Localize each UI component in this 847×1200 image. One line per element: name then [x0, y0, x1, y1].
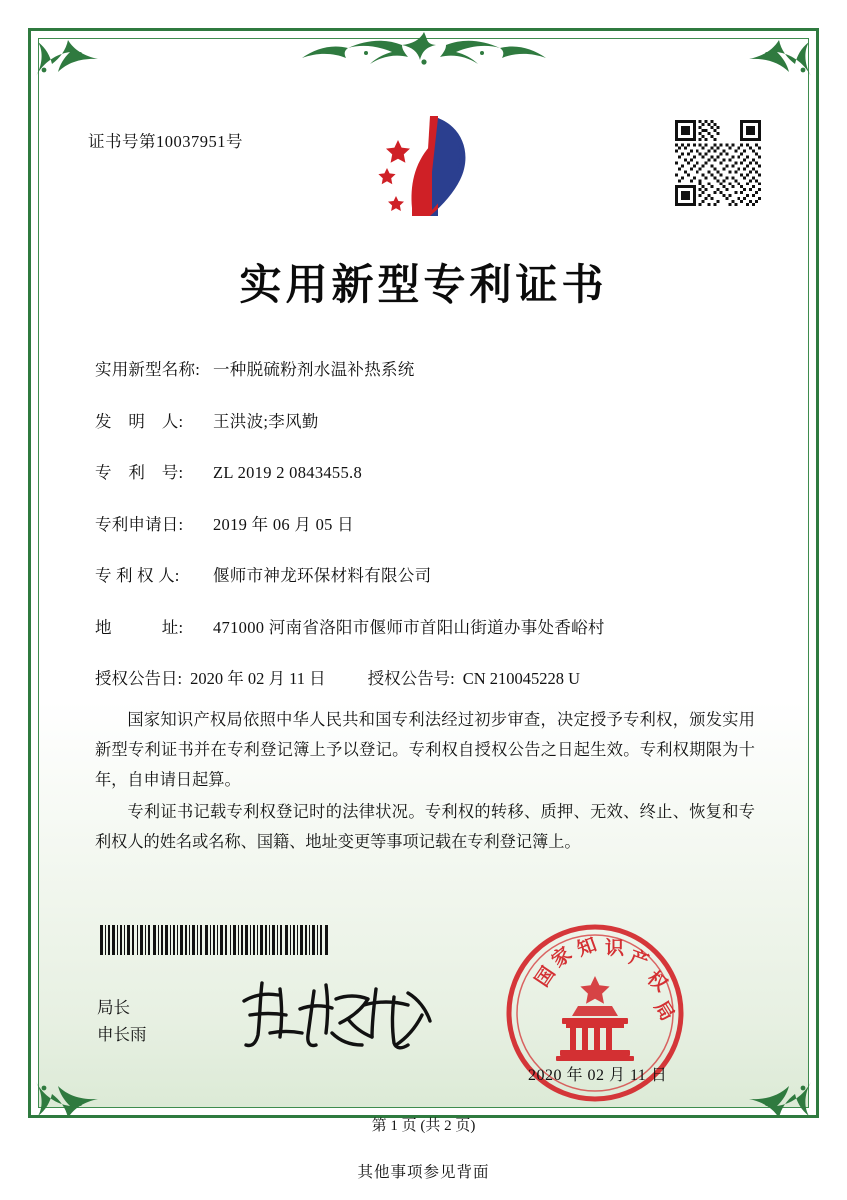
- qr-code-icon: [675, 120, 761, 206]
- svg-text:家: 家: [547, 942, 577, 972]
- svg-text:权: 权: [642, 966, 672, 997]
- top-flourish-icon: [274, 26, 574, 68]
- field-label: 专利申请日:: [95, 514, 184, 534]
- svg-text:国: 国: [530, 962, 560, 991]
- field-value: 王洪波;李风勤: [213, 411, 319, 431]
- field-application-date: [95, 511, 755, 535]
- director-name-label: 申长雨: [97, 1025, 147, 1044]
- field-label: 地 址:: [95, 617, 184, 637]
- cnipa-logo-icon: [368, 112, 488, 224]
- field-address: [95, 614, 755, 638]
- field-label: 实用新型名称:: [95, 360, 200, 379]
- field-label: 授权公告号:: [367, 669, 455, 688]
- svg-text:知: 知: [574, 933, 600, 961]
- signature-labels: [97, 994, 147, 1048]
- field-value: 471000 河南省洛阳市偃师市首阳山街道办事处香峪村: [213, 617, 605, 637]
- field-value: 2019 年 06 月 05 日: [213, 514, 354, 534]
- field-label: 专 利 权 人:: [95, 566, 180, 585]
- seal-date: 2020 年 02 月 11 日: [528, 1067, 668, 1084]
- handwritten-signature-icon: [236, 975, 441, 1053]
- field-inventor: [95, 408, 755, 432]
- page-title: 实用新型专利证书: [239, 260, 608, 309]
- field-grant-row: [95, 665, 755, 689]
- field-grant-date: [95, 665, 326, 689]
- field-label: 发 明 人:: [95, 411, 184, 431]
- field-patent-number: [95, 459, 755, 483]
- legal-text: [95, 705, 755, 859]
- field-list: [95, 356, 755, 717]
- field-label: 授权公告日:: [95, 669, 183, 688]
- svg-text:识: 识: [605, 937, 625, 959]
- svg-text:局: 局: [649, 996, 679, 1025]
- field-value: 一种脱硫粉剂水温补热系统: [213, 360, 415, 379]
- field-value: 2020 年 02 月 11 日: [190, 669, 326, 688]
- field-label: 专 利 号:: [95, 463, 184, 482]
- director-title-label: 局长: [97, 998, 130, 1017]
- field-utility-model-name: [95, 356, 755, 380]
- field-value: 偃师市神龙环保材料有限公司: [213, 566, 432, 585]
- barcode: [100, 925, 328, 955]
- page-number: 第 1 页 (共 2 页): [371, 1118, 476, 1134]
- field-grant-number: [368, 665, 580, 689]
- paragraph-grant: 国家知识产权局依照中华人民共和国专利法经过初步审查，决定授予专利权，颁发实用新型专利证书并在专利登记簿上予以登记。专利权自授权公告之日起生效。专利权期限为十年，自申请日起算。: [95, 711, 755, 789]
- field-value: ZL 2019 2 0843455.8: [213, 463, 362, 482]
- svg-text:产: 产: [626, 946, 652, 974]
- paragraph-register: 专利证书记载专利权登记时的法律状况。专利权的转移、质押、无效、终止、恢复和专利权人的姓名或名称、国籍、地址变更等事项记载在专利登记簿上。: [95, 803, 755, 851]
- footer-note: 其他事项参见背面: [357, 1164, 490, 1181]
- field-patentee: [95, 562, 755, 586]
- certificate-number: 证书号第10037951号: [88, 132, 243, 151]
- field-value: CN 210045228 U: [462, 669, 581, 688]
